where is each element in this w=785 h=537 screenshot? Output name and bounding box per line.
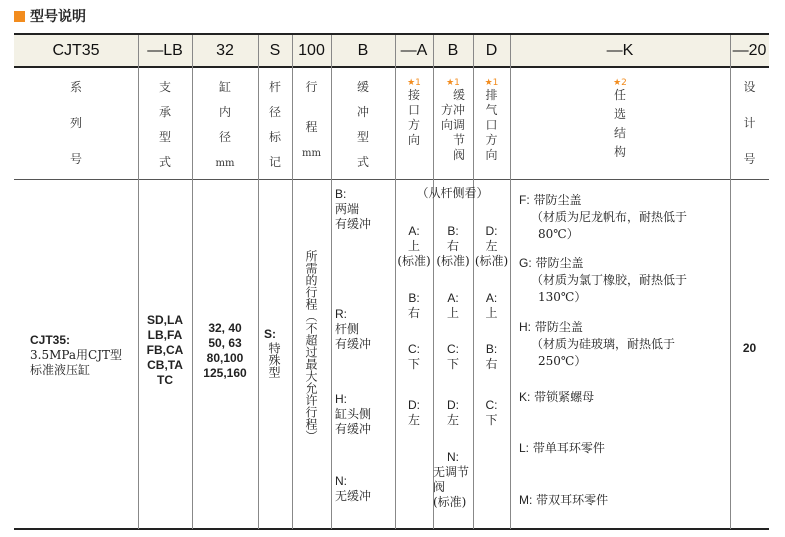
valve-A: A: 上 (446, 291, 459, 320)
valve-D: D: 左 (446, 398, 459, 427)
desc-option: ★2 任 选 结 构 (613, 78, 627, 159)
valve-C: C: 下 (446, 342, 459, 371)
stroke-cell: 所需的行程（不超过最大允许行程） (304, 250, 318, 442)
code-stroke: 100 (298, 41, 325, 59)
desc-bore: 缸 内 径 mm (215, 80, 235, 169)
port-D: D: 左 (407, 398, 420, 427)
view-note: （从杆侧看） (416, 186, 489, 200)
option-M: M: 带双耳环零件 (519, 493, 609, 507)
code-vent: D (485, 41, 498, 59)
vent-B: B: 右 (485, 342, 498, 371)
cushion-R: R: 杆侧 有缓冲 (335, 307, 372, 351)
table-bottom-border (14, 528, 769, 530)
option-G: G: 带防尘盖 （材质为氯丁橡胶，耐热低于 130℃） (519, 256, 688, 304)
code-port: —A (400, 41, 428, 59)
code-design: —20 (732, 41, 767, 59)
code-option: —K (606, 41, 634, 59)
code-bore: 32 (216, 41, 234, 59)
cushion-H: H: 缸头侧 有缓冲 (335, 392, 372, 436)
desc-design: 设 计 号 (743, 80, 756, 166)
bore-cell: 32, 40 50, 63 80,100 125,160 (203, 321, 247, 380)
desc-series: 系 列 号 (69, 80, 82, 166)
port-C: C: 下 (407, 342, 420, 371)
cushion-N: N: 无缓冲 (335, 474, 372, 503)
option-F: F: 带防尘盖 （材质为尼龙帆布，耐热低于 80℃） (519, 193, 688, 241)
code-mounting: —LB (147, 41, 183, 59)
desc-port: ★1 接 口 方 向 (407, 78, 421, 147)
cushion-B: B: 两端 有缓冲 (335, 187, 372, 231)
desc-cushion: 缓 冲 型 式 (356, 80, 369, 169)
desc-stroke: 行 程 mm (302, 80, 321, 159)
title-marker (14, 11, 25, 22)
rod-cell: S: 特殊型 (264, 327, 281, 378)
vent-A: A: 上 (485, 291, 498, 320)
port-B: B: 右 (407, 291, 420, 320)
valve-N: N: 无调节 阀 (标准) (433, 450, 470, 509)
desc-valve: ★1 方 向 缓 冲 调 节 阀 (440, 78, 466, 162)
option-H: H: 带防尘盖 （材质为硅玻璃，耐热低于 250℃） (519, 320, 676, 368)
code-valve: B (447, 41, 459, 59)
design-number: 20 (742, 341, 757, 355)
option-K: K: 带锁紧螺母 (519, 390, 595, 404)
port-A: A: 上 (标准) (397, 224, 431, 268)
section-title: 型号说明 (30, 9, 86, 25)
option-L: L: 带单耳环零件 (519, 441, 605, 455)
desc-vent: ★1 排 气 口 方 向 (484, 78, 499, 162)
series-cell: CJT35: 3.5MPa用CJT型 标准液压缸 (30, 333, 123, 377)
desc-mounting: 支 承 型 式 (158, 80, 171, 169)
mounting-cell: SD,LA LB,FA FB,CA CB,TA TC (146, 313, 184, 387)
desc-rod: 杆 径 标 记 (268, 80, 281, 169)
code-series: CJT35 (52, 41, 100, 59)
vent-C: C: 下 (485, 398, 498, 427)
valve-B: B: 右 (标准) (436, 224, 470, 268)
vent-D: D: 左 (标准) (474, 224, 509, 268)
code-rod: S (269, 41, 281, 59)
section-title-row (14, 6, 86, 26)
code-cushion: B (357, 41, 369, 59)
